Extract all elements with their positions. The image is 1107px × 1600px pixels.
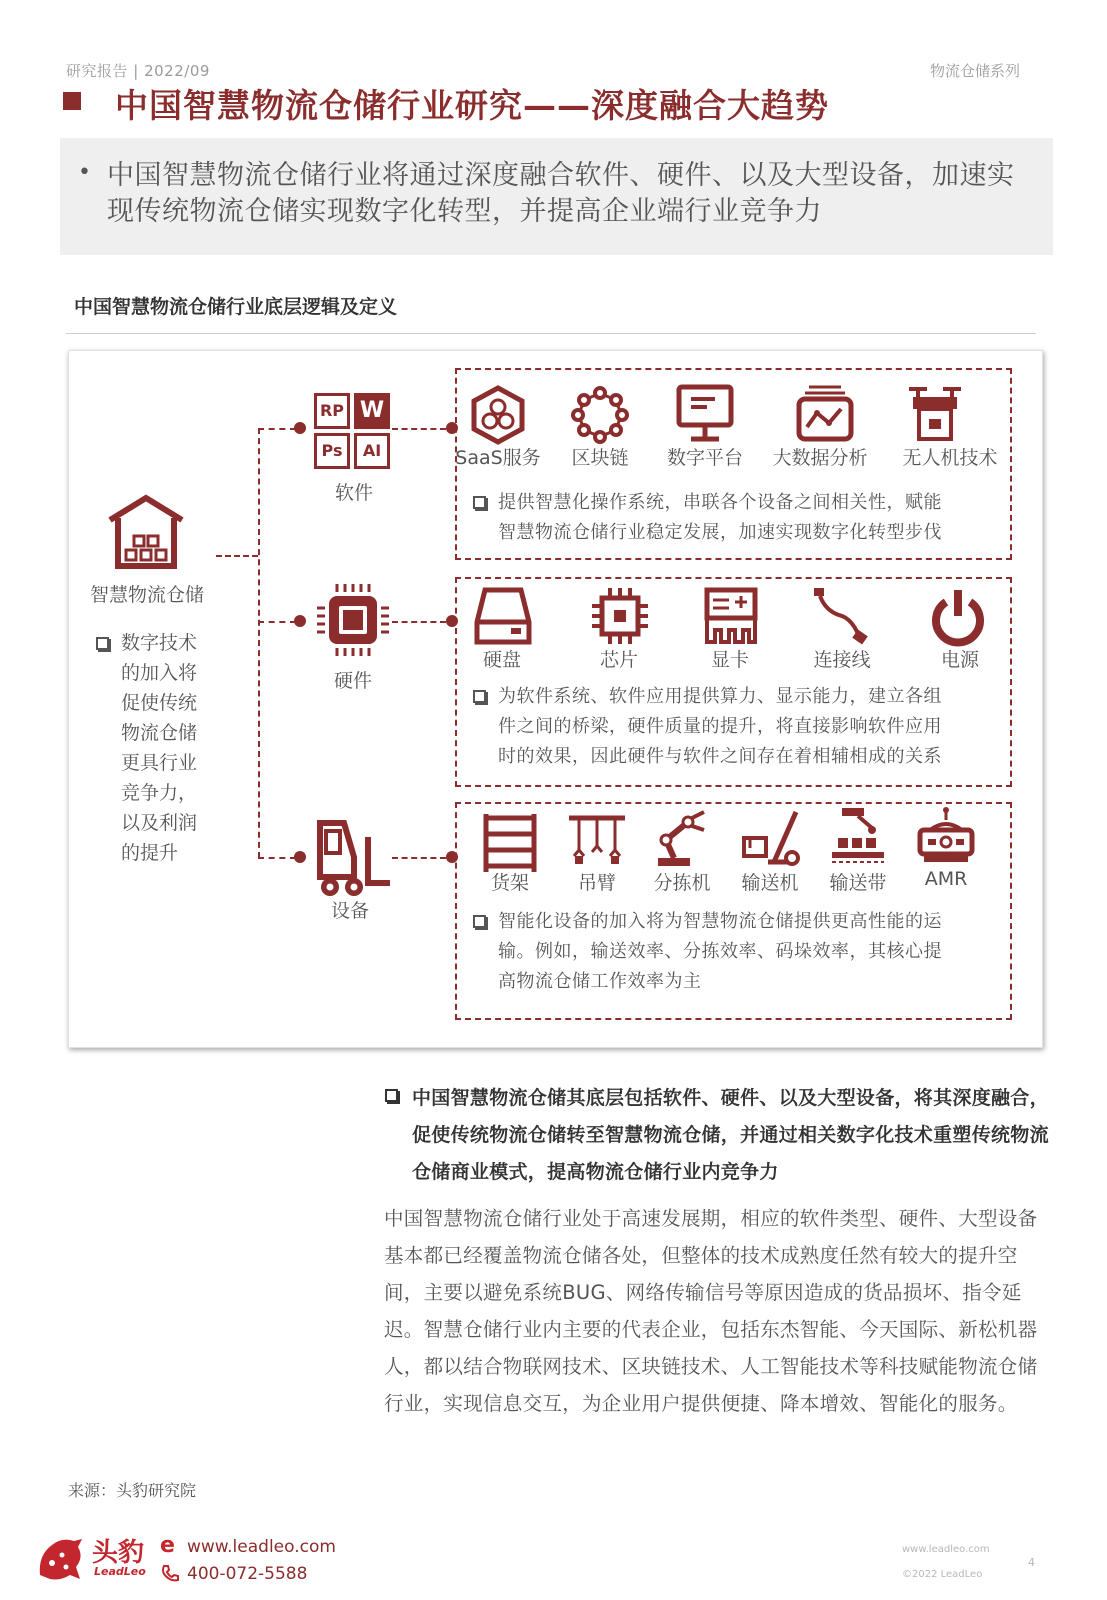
software-item-label: SaaS服务: [455, 447, 541, 469]
hardware-item-label: 电源: [940, 649, 979, 671]
root-desc-line: 竞争力，: [121, 782, 198, 804]
hardware-item-label: 硬盘: [482, 649, 521, 671]
trunk-connector: [258, 428, 260, 858]
root-desc-line: 更具行业: [121, 752, 198, 774]
graphics-card-icon: [703, 586, 759, 648]
app-tile: Ps: [314, 433, 350, 469]
hardware-item-label: 连接线: [813, 649, 871, 671]
root-desc-line: 物流仓储: [121, 722, 198, 744]
equipment-checkbox-icon: [473, 915, 486, 928]
equipment-label: 设备: [330, 900, 369, 922]
software-item-label: 无人机技术: [902, 447, 998, 469]
equipment-link: [392, 857, 446, 859]
equipment-item-label: 输送机: [741, 872, 799, 894]
equipment-item-label: 输送带: [829, 872, 887, 894]
app-tile: RP: [314, 393, 350, 429]
app-tile: W: [354, 393, 390, 429]
software-label: 软件: [334, 482, 373, 504]
hardware-branch: [258, 621, 296, 623]
chip-icon: [590, 586, 650, 646]
footer-site: www.leadleo.com: [902, 1544, 990, 1555]
lead-text: 中国智慧物流仓储行业将通过深度融合软件、硬件、以及大型设备，加速实现传统物流仓储实现数字化转型，并提高企业端行业竞争力: [107, 160, 1015, 227]
data-analysis-icon: [795, 383, 855, 445]
shelf-icon: [480, 812, 540, 874]
leopard-logo-icon: [36, 1535, 86, 1589]
desc-line: 件之间的桥梁，硬件质量的提升，将直接影响软件应用: [498, 716, 942, 737]
phone-number[interactable]: 400-072-5588: [187, 1564, 308, 1584]
desc-line: 高物流仓储工作效率为主: [498, 971, 702, 992]
power-icon: [928, 586, 988, 648]
source-note: 来源：头豹研究院: [68, 1481, 197, 1500]
desc-line: 时的效果，因此硬件与软件之间存在着相辅相成的关系: [498, 746, 942, 767]
desc-line: 为软件系统、软件应用提供算力、显示能力，建立各组: [498, 686, 942, 707]
root-desc-line: 的加入将: [121, 662, 198, 684]
software-item-label: 数字平台: [666, 447, 743, 469]
software-desc: [498, 488, 998, 548]
page-number: 4: [1028, 1556, 1035, 1569]
phone-icon: [160, 1564, 180, 1588]
desc-line: 提供智慧化操作系统，串联各个设备之间相关性，赋能: [498, 492, 942, 513]
blockchain-icon: [570, 385, 630, 445]
summary-checkbox-icon: [385, 1089, 398, 1102]
root-desc-line: 促使传统: [121, 692, 198, 714]
title-marker: [63, 92, 81, 110]
root-desc-line: 以及利润: [121, 812, 198, 834]
section-divider: [66, 333, 1036, 334]
hardware-desc: [498, 682, 998, 772]
root-desc-line: 的提升: [121, 842, 179, 864]
root-desc-line: 数字技术: [121, 632, 198, 654]
software-checkbox-icon: [473, 496, 486, 509]
page-title: 中国智慧物流仓储行业研究——深度融合大趋势: [115, 86, 829, 125]
warehouse-icon: [106, 492, 186, 572]
web-icon: e: [160, 1533, 175, 1558]
software-apps-icon: [314, 393, 394, 473]
hardware-link: [392, 621, 446, 623]
cable-icon: [812, 586, 872, 648]
equipment-branch: [258, 857, 296, 859]
brand-cn: 头豹: [92, 1538, 145, 1568]
conveyor-machine-icon: [740, 808, 800, 870]
equipment-item-label: AMR: [924, 868, 968, 890]
root-desc: [121, 628, 211, 868]
equipment-item-label: 吊臂: [577, 872, 616, 894]
desc-line: 智慧物流仓储行业稳定发展，加速实现数字化转型步伐: [498, 522, 942, 543]
software-branch: [258, 428, 296, 430]
report-meta: 研究报告 | 2022/09: [66, 62, 210, 80]
hardware-item-label: 显卡: [710, 649, 749, 671]
summary-text: 中国智慧物流仓储其底层包括软件、硬件、以及大型设备，将其深度融合，促使传统物流仓储转至智慧物流仓储，并通过相关数字化技术重塑传统物流仓储商业模式，提高物流仓储行业内竞争力: [412, 1087, 1049, 1183]
forklift-icon: [310, 817, 396, 903]
cpu-icon: [313, 580, 393, 660]
hardware-checkbox-icon: [473, 690, 486, 703]
website-link[interactable]: www.leadleo.com: [187, 1537, 336, 1557]
monitor-icon: [675, 383, 735, 445]
software-link: [392, 428, 446, 430]
root-checkbox-icon: [96, 637, 109, 650]
software-node: [294, 422, 306, 434]
hard-disk-icon: [473, 586, 533, 648]
brand-en: LeadLeo: [94, 1565, 146, 1578]
hardware-item-label: 芯片: [599, 649, 638, 671]
lead-bullet: •: [78, 160, 91, 185]
software-item-label: 区块链: [571, 447, 629, 469]
equipment-desc: [498, 907, 998, 997]
root-label: 智慧物流仓储: [89, 584, 204, 606]
app-tile: AI: [354, 433, 390, 469]
body-text: 中国智慧物流仓储行业处于高速发展期，相应的软件类型、硬件、大型设备基本都已经覆盖物流仓储各处，但整体的技术成熟度任然有较大的提升空间，主要以避免系统BUG、网络传输信号等原因造成的货品损坏、指令延迟。智慧仓储行业内主要的代表企业，包括东杰智能、今天国际、新松机器人，都以结合物联网技术、区块链技术、人工智能技术等科技赋能物流仓储行业，实现信息交互，为企业用户提供便捷、降本增效、智能化的服务。: [384, 1207, 1038, 1415]
equipment-item-label: 分拣机: [653, 872, 711, 894]
hardware-node: [294, 615, 306, 627]
equipment-item-label: 货架: [490, 872, 529, 894]
hardware-label: 硬件: [333, 670, 372, 692]
section-title: 中国智慧物流仓储行业底层逻辑及定义: [74, 296, 398, 318]
drone-icon: [905, 383, 965, 445]
crane-arm-icon: [567, 812, 627, 874]
sorting-robot-icon: [652, 808, 712, 870]
root-connector: [216, 555, 258, 557]
report-series: 物流仓储系列: [929, 62, 1020, 80]
desc-line: 输。例如，输送效率、分拣效率、码垛效率，其核心提: [498, 941, 942, 962]
conveyor-belt-icon: [828, 806, 888, 868]
software-item-label: 大数据分析: [772, 447, 868, 469]
footer-copyright: ©2022 LeadLeo: [902, 1569, 983, 1580]
saas-icon: [468, 385, 528, 445]
desc-line: 智能化设备的加入将为智慧物流仓储提供更高性能的运: [498, 911, 942, 932]
amr-robot-icon: [916, 806, 976, 868]
equipment-node: [294, 851, 306, 863]
